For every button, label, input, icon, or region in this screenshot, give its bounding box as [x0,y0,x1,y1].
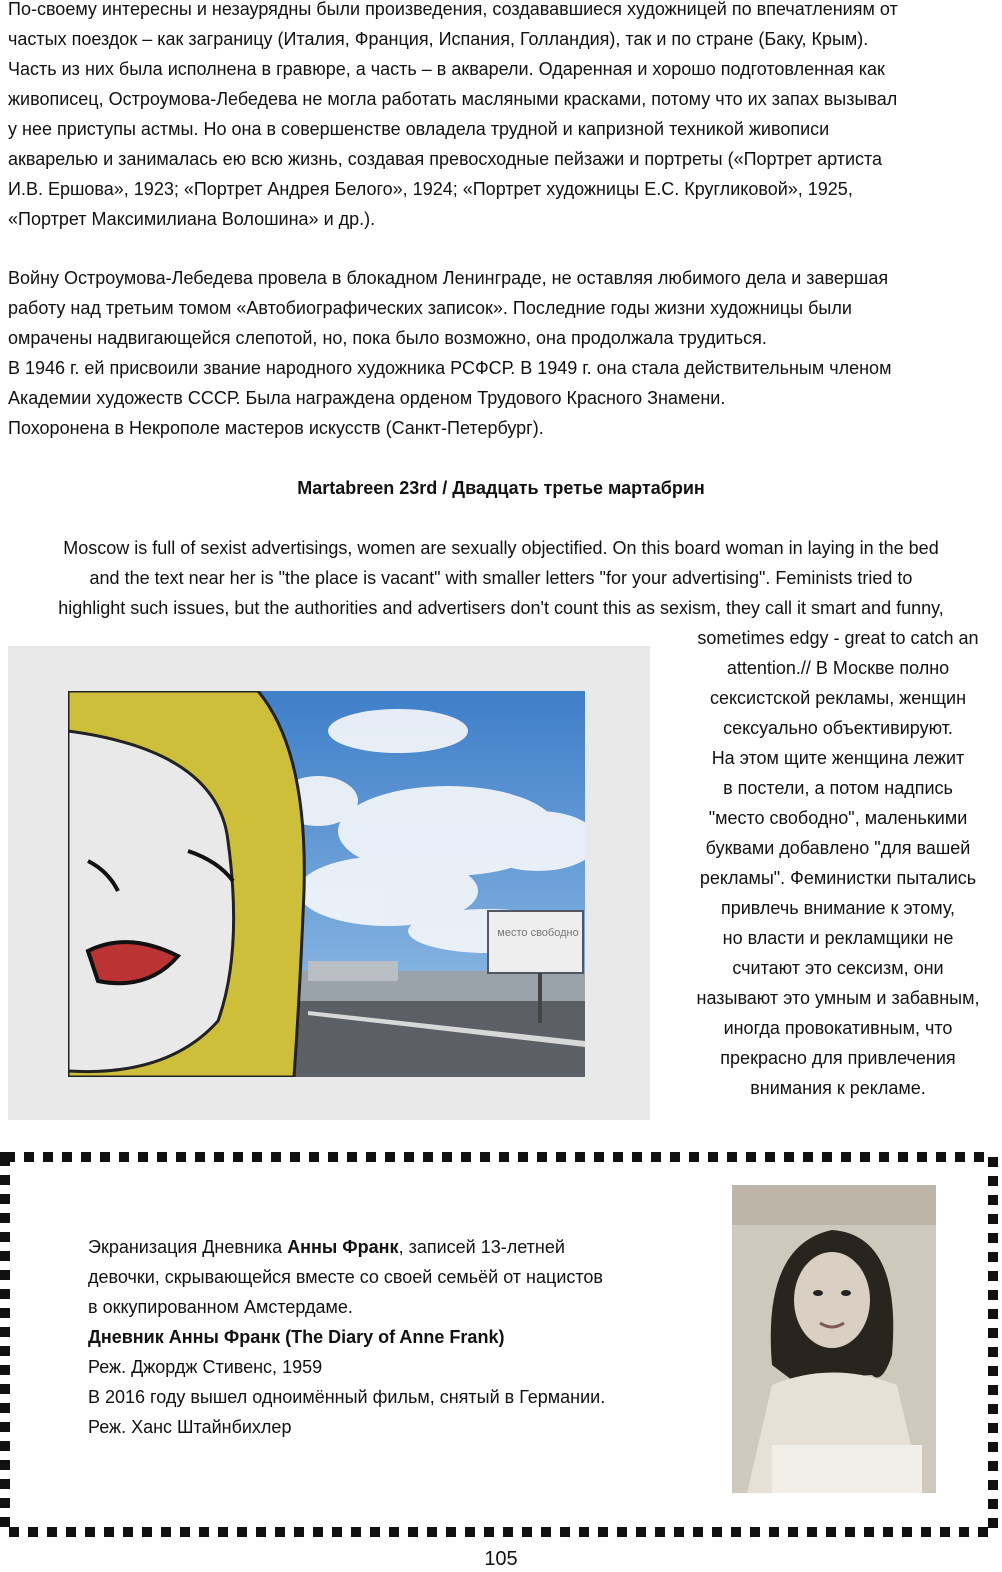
text-line: частых поездок – как заграницу (Италия, Франция, Испания, Голландия), так и по стране (Баку, Крым). [8,29,869,49]
page-number: 105 [484,1548,518,1570]
text-line: работу над третьим томом «Автобиографических записок». Последние годы жизни художницы были [8,298,852,318]
text-line: привлечь внимание к этому, [720,898,956,918]
text-line: живописец, Остроумова-Лебедева не могла работать масляными красками, потому что их запах вызывал [8,89,898,109]
text-line: у нее приступы астмы. Но она в совершенстве овладела трудной и капризной техникой живописи [8,119,830,139]
text-line: прекрасно для привлечения [720,1048,956,1068]
text-line: в постели, а потом надпись [723,778,953,798]
text-line: Moscow is full of sexist advertisings, women are sexually objectified. On this board woman in laying in the bed [63,538,939,558]
text-line: рекламы". Феминистки пытались [699,868,977,888]
text-line: Войну Остроумова-Лебедева провела в блокадном Ленинграде, не оставляя любимого дела и завершая [8,268,889,288]
text-line: attention.// В Москве полно [726,658,950,678]
text: Экранизация Дневника [88,1237,288,1257]
text-line: По-своему интересны и незаурядны были произведения, создававшиеся художницей по впечатлениям от [8,0,898,19]
text-line: «Портрет Максимилиана Волошина» и др.). [8,209,376,229]
box-line: В 2016 году вышел одноимённый фильм, снятый в Германии. [88,1387,606,1407]
text: , записей 13-летней [398,1237,565,1257]
text-line: сексуально объективируют. [723,718,953,738]
text-line: внимания к рекламе. [750,1078,926,1098]
text-line: and the text near her is "the place is vacant" with smaller letters "for your advertising". Feminists tried to [89,568,913,588]
text-line: "место свободно", маленькими [708,808,968,828]
text-line: буквами добавлено "для вашей [705,838,971,858]
box-line: Реж. Джордж Стивенс, 1959 [88,1357,323,1377]
billboard-text: место свободно [497,927,579,939]
film-title: Дневник Анны Франк (The Diary of Anne Frank) [88,1327,505,1347]
text-line: омрачены надвигающейся слепотой, но, пока было возможно, она продолжала трудиться. [8,328,767,348]
text-line: Академии художеств СССР. Была награждена орденом Трудового Красного Знамени. [8,388,726,408]
text-line: считают это сексизм, они [732,958,944,978]
text-line: акварелью и занималась ею всю жизнь, создавая превосходные пейзажи и портреты («Портрет артиста [8,149,883,169]
box-line [88,1236,565,1258]
text-line: highlight such issues, but the authorities and advertisers don't count this as sexism, they call it smart and funny, [58,598,944,618]
text-line: В 1946 г. ей присвоили звание народного художника РСФСР. В 1949 г. она стала действительным членом [8,358,892,378]
section-title: Martabreen 23rd / Двадцать третье мартабрин [297,478,705,498]
text-line: И.В. Ершова», 1923; «Портрет Андрея Белого», 1924; «Портрет художницы Е.С. Кругликовой», 1925, [8,179,853,199]
billboard-photo [68,691,585,1077]
bold-name: Анны Франк [287,1237,399,1257]
text-line: иногда провокативным, что [723,1018,953,1038]
box-line: Реж. Ханс Штайнбихлер [88,1417,292,1437]
text-line: но власти и рекламщики не [722,928,954,948]
text-line: На этом щите женщина лежит [711,748,965,768]
box-line: в оккупированном Амстердаме. [88,1297,353,1317]
text-line: Часть из них была исполнена в гравюре, а часть – в акварели. Одаренная и хорошо подготовленная как [8,59,885,79]
anne-frank-photo [732,1185,936,1493]
text-line: сексистской рекламы, женщин [709,688,967,708]
figure-frame [8,646,650,1120]
text-line: sometimes edgy - great to catch an [697,628,979,648]
box-line: девочки, скрывающейся вместе со своей семьёй от нацистов [88,1267,603,1287]
text-line: Похоронена в Некрополе мастеров искусств (Санкт-Петербург). [8,418,544,438]
text-line: называют это умным и забавным, [696,988,980,1008]
